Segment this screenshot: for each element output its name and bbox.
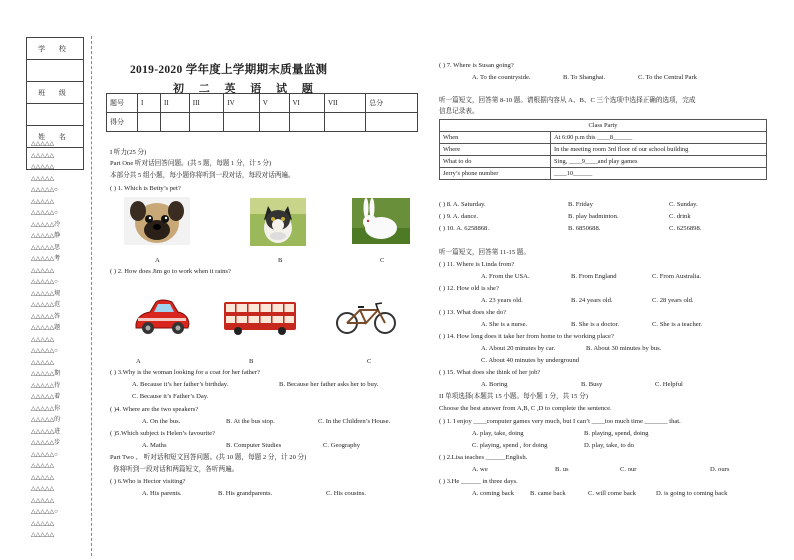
c1-option-d: D. play, take, to do bbox=[584, 442, 634, 449]
c1-option-c: C. playing, spend , for doing bbox=[472, 442, 548, 449]
seal-line-row: △△△△△ bbox=[31, 198, 55, 205]
q15-option-a: A. Boring bbox=[481, 381, 508, 388]
seal-line-row: △△△△△ bbox=[31, 359, 55, 366]
c3-option-d: D. is going to coming back bbox=[656, 490, 728, 497]
q11-option-c: C. From Australia. bbox=[652, 273, 702, 280]
party-row-key: What to do bbox=[440, 156, 551, 168]
score-cell[interactable] bbox=[138, 113, 161, 132]
seal-line-row: △△△△△进 bbox=[31, 428, 61, 435]
seal-line-row: △△△△△ bbox=[31, 175, 55, 182]
score-header: I bbox=[138, 94, 161, 113]
seal-line-row: △△△△△期 bbox=[31, 371, 61, 377]
q5-option-c: C. Geography bbox=[323, 442, 360, 449]
passage-1-intro: 听一篇短文，回答第 8-10 题。请根据内容从 A、B、C 三个选项中选择正确的选项，完成 bbox=[439, 97, 696, 104]
q3-option-a: A. Because it’s her father’s birthday. bbox=[132, 381, 229, 388]
c2-option-a: A. we bbox=[472, 466, 488, 473]
score-header: VI bbox=[289, 94, 324, 113]
seal-line-row: △△△△△ bbox=[31, 336, 55, 343]
q14-option-c: C. About 40 minutes by underground bbox=[481, 357, 580, 364]
pug-picture[interactable] bbox=[124, 197, 190, 245]
question-4: ( )4. Where are the two speakers? bbox=[110, 406, 199, 413]
q9-option-c: C. drink bbox=[669, 213, 691, 220]
q13-option-c: C. She is a teacher. bbox=[652, 321, 703, 328]
passage-1-intro-cont: 信息记录表。 bbox=[439, 108, 479, 115]
question-11: ( ) 11. Where is Linda from? bbox=[439, 261, 515, 268]
question-5: ( )5.Which subject is Helen’s favourite? bbox=[110, 430, 216, 437]
seal-line-row: △△△△△○ bbox=[31, 279, 58, 285]
q5-option-a: A. Maths bbox=[142, 442, 167, 449]
q4-option-a: A. On the bus. bbox=[142, 418, 181, 425]
school-label: 学 校 bbox=[27, 38, 84, 60]
question-2: ( ) 2. How does Jim go to work when it rains? bbox=[110, 268, 231, 275]
choice-question-1: ( ) 1. I enjoy ____computer games very much, but I can’t ____too much time _______ that. bbox=[439, 418, 681, 425]
seal-line-row: △△△△△ bbox=[31, 267, 55, 274]
seal-line-row: △△△△△规 bbox=[31, 290, 61, 297]
score-header: 总分 bbox=[366, 94, 418, 113]
question-15: ( ) 15. What does she think of her job? bbox=[439, 369, 541, 376]
bicycle-picture[interactable] bbox=[334, 298, 398, 336]
q12-option-a: A. 23 years old. bbox=[481, 297, 523, 304]
seal-line-row: △△△△△步 bbox=[31, 440, 61, 446]
seal-line-row: △△△△△ bbox=[31, 152, 55, 159]
party-row-value: Sing, ____9____and play games bbox=[551, 156, 767, 168]
rabbit-picture[interactable] bbox=[352, 198, 410, 244]
score-cell[interactable] bbox=[366, 113, 418, 132]
seal-line-row: △△△△△范 bbox=[31, 302, 61, 308]
seal-line-row: △△△△△ bbox=[31, 520, 55, 527]
seal-line-row: △△△△△ bbox=[31, 463, 55, 469]
question-9: ( ) 9. A. dance. bbox=[439, 213, 478, 220]
seal-line-row: △△△△△ bbox=[31, 532, 55, 538]
class-party-table bbox=[439, 119, 767, 180]
part-two-heading: Part Two 、 听对话和短文回答问题。(共 10 题，每题 2 分，计 20 分) bbox=[110, 454, 307, 461]
q5-option-b: B. Computer Studies bbox=[226, 442, 282, 449]
c2-option-c: C. our bbox=[620, 466, 637, 473]
q10-option-b: B. 6850688. bbox=[568, 225, 601, 232]
q11-option-a: A. From the USA. bbox=[481, 273, 530, 280]
q13-option-a: A. She is a nurse. bbox=[481, 321, 528, 328]
c2-option-d: D. ours bbox=[710, 466, 730, 473]
car-picture[interactable] bbox=[132, 296, 192, 338]
seal-line-row: △△△△△着 bbox=[31, 394, 61, 400]
seal-line-row: △△△△△的 bbox=[31, 417, 61, 423]
choice-question-3: ( ) 3.He ______ in three days. bbox=[439, 478, 518, 485]
seal-line-row: △△△△△ bbox=[31, 474, 55, 481]
seal-line-row: △△△△△ bbox=[31, 497, 55, 504]
class-label: 班 级 bbox=[27, 82, 84, 104]
part-two-note: 你将听到一段对话和两篇短文，各听两遍。 bbox=[113, 466, 239, 473]
school-field[interactable] bbox=[27, 60, 84, 82]
question-6: ( ) 6.Who is Hector visiting? bbox=[110, 478, 186, 485]
q8-option-c: C. Sunday. bbox=[669, 201, 698, 208]
q4-option-b: B. At the bus stop. bbox=[226, 418, 275, 425]
seal-line-row: △△△△△你 bbox=[31, 405, 61, 412]
seal-line-row: △△△△△静 bbox=[31, 233, 61, 239]
question-1: ( ) 1. Which is Betty’s pet? bbox=[110, 185, 181, 192]
question-3: ( ) 3.Why is the woman looking for a coat for her father? bbox=[110, 369, 260, 376]
choice-question-2: ( ) 2.Lisa teaches ______English. bbox=[439, 454, 528, 461]
question-10: ( ) 10. A. 6258868. bbox=[439, 225, 490, 232]
seal-line-row: △△△△△ bbox=[31, 164, 55, 170]
seal-line-row: △△△△△○ bbox=[31, 451, 58, 458]
section-listening: I 听力(25 分) bbox=[110, 149, 147, 156]
q15-option-c: C. Helpful bbox=[655, 381, 683, 388]
score-header: V bbox=[259, 94, 289, 113]
question-12: ( ) 12. How old is she? bbox=[439, 285, 499, 292]
party-row-value: At 6:00 p.m this ____8______ bbox=[551, 132, 767, 144]
q8-option-b: B. Friday bbox=[568, 201, 593, 208]
seal-line-row: △△△△△ bbox=[31, 141, 55, 147]
seal-line-row: △△△△△思 bbox=[31, 244, 61, 251]
seal-line-row: △△△△△○ bbox=[31, 348, 58, 354]
q14-option-b: B. About 30 minutes by bus. bbox=[586, 345, 662, 352]
q3-option-c: C. Because it’s Father’s Day. bbox=[132, 393, 209, 400]
single-choice-note: Choose the best answer from A,B, C ,D to complete the sentence. bbox=[439, 405, 612, 412]
score-header: 题号 bbox=[107, 94, 138, 113]
option-label: C bbox=[367, 358, 372, 365]
bus-picture[interactable] bbox=[222, 298, 298, 336]
score-cell[interactable] bbox=[259, 113, 289, 132]
seal-line-row: △△△△△ bbox=[31, 486, 55, 492]
q7-option-a: A. To the countryside. bbox=[472, 74, 531, 81]
q6-option-c: C. His cousins. bbox=[326, 490, 366, 497]
exam-subtitle: 初 二 英 语 试 题 bbox=[173, 83, 319, 95]
q6-option-b: B. His grandparents. bbox=[218, 490, 273, 497]
q3-option-b: B. Because her father asks her to buy. bbox=[279, 381, 379, 388]
c1-option-a: A. play, take, doing bbox=[472, 430, 524, 437]
seal-line-row: △△△△△冷 bbox=[31, 221, 61, 228]
seal-line-row: △△△△△题 bbox=[31, 325, 61, 331]
c3-option-a: A. coming back bbox=[472, 490, 514, 497]
seal-line-row: △△△△△○ bbox=[31, 509, 58, 515]
cat-picture[interactable] bbox=[250, 198, 306, 246]
passage-2-intro: 听一篇短文，回答第 11-15 题。 bbox=[439, 249, 530, 256]
score-cell[interactable] bbox=[324, 113, 365, 132]
q15-option-b: B. Busy bbox=[581, 381, 603, 388]
question-13: ( ) 13. What does she do? bbox=[439, 309, 507, 316]
question-8: ( ) 8. A. Saturday. bbox=[439, 201, 486, 208]
part-one-note: 本部分共 5 组小题，每小题你将听到一段对话，每段对话两遍。 bbox=[110, 172, 295, 179]
score-header: VII bbox=[324, 94, 365, 113]
c3-option-c: C. will come back bbox=[588, 490, 636, 497]
score-cell[interactable] bbox=[289, 113, 324, 132]
c3-option-b: B. came back bbox=[530, 490, 566, 497]
score-row-label: 得分 bbox=[107, 113, 138, 132]
c1-option-b: B. playing, spend, doing bbox=[584, 430, 649, 437]
class-field[interactable] bbox=[27, 104, 84, 126]
q12-option-b: B. 24 years old. bbox=[571, 297, 613, 304]
score-cell[interactable] bbox=[161, 113, 190, 132]
seal-line-row: △△△△△○ bbox=[31, 187, 58, 193]
party-row-key: When bbox=[440, 132, 551, 144]
q7-option-b: B. To Shanghai. bbox=[563, 74, 606, 81]
student-info-table bbox=[26, 37, 84, 170]
c2-option-b: B. us bbox=[555, 466, 569, 473]
q12-option-c: C. 28 years old. bbox=[652, 297, 694, 304]
exam-title: 2019-2020 学年度上学期期末质量监测 bbox=[130, 64, 328, 76]
option-label: A bbox=[136, 358, 141, 365]
option-label: C bbox=[380, 257, 385, 264]
seal-line-row: △△△△△○ bbox=[31, 210, 58, 216]
option-label: B bbox=[249, 358, 254, 365]
party-row-key: Where bbox=[440, 144, 551, 156]
option-label: A bbox=[155, 257, 160, 264]
name-label: 姓 名 bbox=[27, 126, 84, 148]
score-cell[interactable] bbox=[189, 113, 224, 132]
seal-line-row: △△△△△待 bbox=[31, 382, 61, 389]
q11-option-b: B. From England bbox=[571, 273, 617, 280]
party-row-value: ____10______ bbox=[551, 168, 767, 180]
score-header: II bbox=[161, 94, 190, 113]
score-header: III bbox=[189, 94, 224, 113]
section-single-choice: II 单项选择(本题共 15 小题。每小题 1 分，共 15 分) bbox=[439, 393, 588, 400]
q7-option-c: C. To the Central Park bbox=[638, 74, 697, 81]
q14-option-a: A. About 20 minutes by car. bbox=[481, 345, 556, 352]
q9-option-b: B. play badminton. bbox=[568, 213, 619, 220]
party-row-value: In the meeting room 3rd floor of our school building bbox=[551, 144, 767, 156]
question-14: ( ) 14. How long does it take her from home to the working place? bbox=[439, 333, 614, 340]
seal-line-row: △△△△△考 bbox=[31, 256, 61, 262]
q13-option-b: B. She is a doctor. bbox=[571, 321, 619, 328]
part-one-heading: Part One 听对话回答问题。(共 5 题，每题 1 分，计 5 分) bbox=[110, 160, 272, 167]
q10-option-c: C. 6256898. bbox=[669, 225, 702, 232]
party-row-key: Jerry’s phone number bbox=[440, 168, 551, 180]
score-header: IV bbox=[224, 94, 259, 113]
q6-option-a: A. His parents. bbox=[142, 490, 182, 497]
q4-option-c: C. In the Children’s House. bbox=[318, 418, 391, 425]
binding-line bbox=[91, 36, 92, 556]
score-cell[interactable] bbox=[224, 113, 259, 132]
party-table-title: Class Party bbox=[440, 120, 767, 132]
seal-line-row: △△△△△答 bbox=[31, 313, 61, 320]
option-label: B bbox=[278, 257, 283, 264]
score-table bbox=[106, 93, 418, 132]
question-7: ( ) 7. Where is Susan going? bbox=[439, 62, 514, 69]
